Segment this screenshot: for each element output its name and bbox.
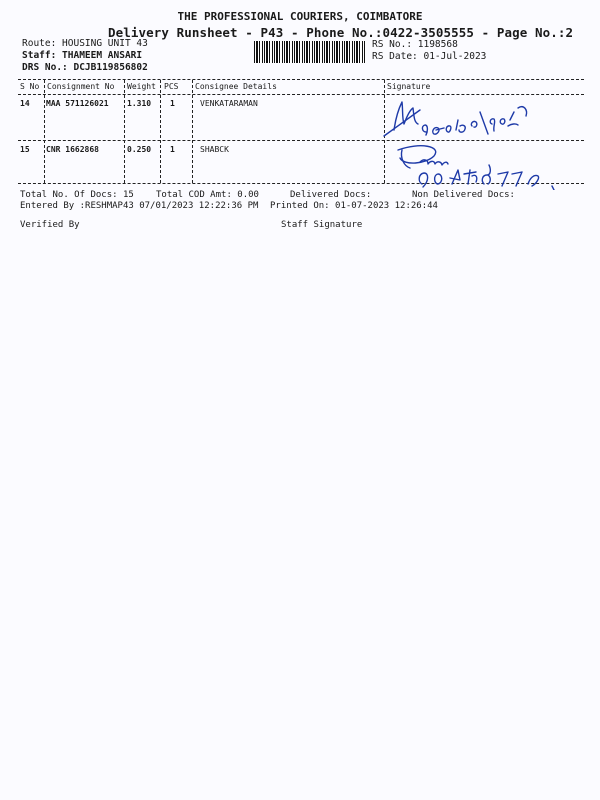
route-label: Route: HOUSING UNIT 43 [22, 38, 148, 49]
table-top-rule [18, 79, 584, 80]
verified-by: Verified By [20, 220, 80, 230]
column-header-pcs: PCS [164, 82, 179, 91]
runsheet-subtitle: Delivery Runsheet - P43 - Phone No.:0422-3505555 - Page No.:2 [108, 25, 574, 40]
column-divider [160, 80, 161, 183]
entered-by: Entered By :RESHMAP43 07/01/2023 12:22:36 PM [20, 201, 259, 211]
rs-number: RS No.: 1198568 [372, 39, 458, 50]
column-divider [124, 80, 125, 183]
column-header-sno: S No [20, 82, 40, 91]
non-delivered-docs: Non Delivered Docs: [412, 190, 515, 200]
staff-label: Staff: THAMEEM ANSARI [22, 50, 143, 61]
printed-on: Printed On: 01-07-2023 12:26:44 [270, 201, 438, 211]
row-sno: 15 [20, 145, 30, 154]
company-title: THE PROFESSIONAL COURIERS, COIMBATORE [177, 10, 423, 23]
handwritten-signature [380, 140, 580, 190]
rs-date: RS Date: 01-Jul-2023 [372, 51, 487, 62]
staff-signature: Staff Signature [281, 220, 363, 230]
column-header-signature: Signature [387, 82, 431, 91]
total-docs: Total No. Of Docs: 15 [20, 190, 134, 200]
column-header-weight: Weight [127, 82, 156, 91]
column-divider [44, 80, 45, 183]
handwritten-signature [380, 96, 560, 144]
column-divider [192, 80, 193, 183]
row-pcs: 1 [170, 145, 175, 154]
column-header-consignee: Consignee Details [195, 82, 277, 91]
table-header-rule [18, 94, 584, 95]
row-weight: 0.250 [127, 145, 152, 154]
drs-number: DRS No.: DCJB119856802 [22, 62, 148, 73]
delivered-docs: Delivered Docs: [290, 190, 372, 200]
total-cod: Total COD Amt: 0.00 [156, 190, 259, 200]
column-header-consignment: Consignment No [47, 82, 115, 91]
row-consignment: CNR 1662868 [46, 145, 99, 154]
row-weight: 1.310 [127, 99, 152, 108]
row-consignee: VENKATARAMAN [200, 99, 258, 108]
row-consignee: SHABCK [200, 145, 229, 154]
barcode [254, 41, 366, 63]
row-pcs: 1 [170, 99, 175, 108]
row-sno: 14 [20, 99, 30, 108]
row-consignment: MAA 571126021 [46, 99, 109, 108]
